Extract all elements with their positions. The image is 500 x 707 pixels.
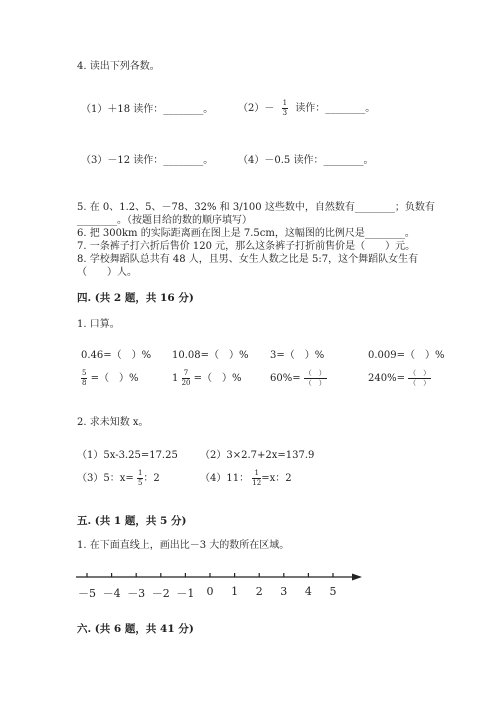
q4-item-2-fraction bbox=[282, 100, 288, 117]
q4-item-1-blank[interactable]: ________。 bbox=[163, 104, 214, 115]
calc-r2-c3 bbox=[270, 370, 327, 387]
frac-denominator: （ ） bbox=[409, 379, 431, 387]
calc-r2-c4-fraction bbox=[408, 370, 431, 387]
number-line-arrow bbox=[352, 574, 362, 581]
equation-3 bbox=[77, 470, 160, 487]
q4-item-2-label: （2）－ bbox=[238, 103, 275, 114]
q5-line-2: ________。（按题目给的数的顺序填写） bbox=[77, 215, 252, 226]
frac-numerator: （ ） bbox=[409, 369, 431, 377]
q4-item-2-blank[interactable]: ________。 bbox=[325, 103, 376, 114]
frac-numerator: 7 bbox=[182, 370, 191, 379]
frac-numerator: 1 bbox=[137, 469, 143, 477]
frac-denominator: 8 bbox=[82, 379, 87, 387]
number-line-label: 0 bbox=[206, 585, 214, 598]
equation-4-post: =x：2 bbox=[261, 473, 292, 484]
q8-line-1: 8. 学校舞蹈队总共有 48 人，且男、女生人数之比是 5:7，这个舞蹈队女生有 bbox=[77, 254, 419, 265]
frac-numerator: 5 bbox=[82, 369, 87, 377]
number-line-label: 5 bbox=[329, 585, 337, 598]
calc-r2-c3-pre: 60%= bbox=[270, 373, 301, 384]
q4-item-2 bbox=[238, 100, 375, 117]
frac-denominator: 5 bbox=[137, 479, 143, 487]
calc-r2-c1 bbox=[81, 370, 139, 387]
q4-title: 4. 读出下列各数。 bbox=[77, 61, 160, 72]
number-line-label: －5 bbox=[78, 587, 96, 600]
section-4-q2-title: 2. 求未知数 x。 bbox=[77, 417, 149, 428]
q4-item-4-label: （4）－0.5 读作： bbox=[238, 155, 324, 166]
equation-2: （2）3×2.7+2x=137.9 bbox=[200, 450, 315, 461]
section-5-heading: 五. (共 1 题，共 5 分) bbox=[77, 515, 187, 527]
calc-r2-c2-whole: 1 bbox=[172, 373, 179, 384]
section-5-q1-title: 1. 在下面直线上，画出比－3 大的数所在区域。 bbox=[77, 540, 290, 551]
number-line-label: 4 bbox=[304, 585, 312, 598]
calc-r2-c4 bbox=[368, 370, 431, 387]
q4-item-3-label: （3）－12 读作： bbox=[81, 155, 164, 166]
number-line-label: 3 bbox=[280, 585, 288, 598]
frac-numerator: 1 bbox=[252, 470, 261, 479]
number-line-label: －3 bbox=[127, 587, 146, 600]
equation-4 bbox=[200, 470, 292, 487]
frac-denominator: （ ） bbox=[304, 379, 326, 387]
number-line-label: －2 bbox=[151, 587, 170, 600]
number-line-ticks bbox=[87, 573, 333, 577]
calc-r1-c1: 0.46=（ ）% bbox=[81, 350, 152, 361]
q4-item-3 bbox=[81, 156, 213, 166]
calc-r2-c3-fraction bbox=[304, 370, 327, 387]
calc-r2-c1-rest: =（ ）% bbox=[87, 373, 139, 384]
calc-r2-c2-rest: =（ ）% bbox=[190, 373, 242, 384]
calc-r2-c2 bbox=[172, 370, 242, 387]
frac-denominator: 12 bbox=[252, 479, 262, 487]
equation-3-post: ：2 bbox=[143, 473, 160, 484]
calc-r2-c4-pre: 240%= bbox=[368, 373, 405, 384]
section-4-q1-title: 1. 口算。 bbox=[77, 319, 120, 330]
q8-line-2: （ ）人。 bbox=[77, 267, 137, 278]
q4-item-4 bbox=[238, 156, 373, 166]
number-line-label: 1 bbox=[231, 585, 239, 598]
equation-1: （1）5x-3.25=17.25 bbox=[77, 450, 178, 461]
q7: 7. 一条裤子打六折后售价 120 元，那么这条裤子打折前售价是（ ）元。 bbox=[77, 241, 416, 252]
q6: 6. 把 300km 的实际距离画在图上是 7.5cm，这幅图的比例尺是________。 bbox=[77, 228, 415, 239]
section-4-heading: 四. (共 2 题，共 16 分) bbox=[77, 292, 194, 304]
frac-numerator: 1 bbox=[282, 99, 288, 107]
q4-item-1 bbox=[81, 105, 213, 115]
equation-3-pre: （3）5：x= bbox=[77, 473, 134, 484]
equation-4-fraction bbox=[252, 470, 261, 487]
q4-item-3-blank[interactable]: ________。 bbox=[163, 155, 214, 166]
number-line-label: －4 bbox=[102, 587, 121, 600]
number-line-label: －1 bbox=[176, 587, 195, 600]
equation-4-pre: （4）11： bbox=[200, 473, 250, 484]
frac-denominator: 20 bbox=[181, 379, 191, 387]
number-line-label: 2 bbox=[255, 585, 263, 598]
calc-r1-c4: 0.009=（ ）% bbox=[368, 350, 445, 361]
q5-line-1: 5. 在 0、1.2、5、－78、32% 和 3/100 这些数中，自然数有________；负数有 bbox=[77, 202, 435, 213]
frac-numerator: （ ） bbox=[304, 369, 326, 377]
calc-r1-c2: 10.08=（ ）% bbox=[172, 350, 249, 361]
q4-item-1-label: （1）＋18 读作： bbox=[81, 104, 164, 115]
q4-item-4-blank[interactable]: ________。 bbox=[323, 155, 374, 166]
frac-denominator: 3 bbox=[282, 109, 288, 117]
section-6-heading: 六. (共 6 题，共 41 分) bbox=[77, 623, 194, 635]
q4-item-2-tail: 读作： bbox=[292, 103, 326, 114]
calc-r1-c3: 3=（ ）% bbox=[270, 350, 325, 361]
